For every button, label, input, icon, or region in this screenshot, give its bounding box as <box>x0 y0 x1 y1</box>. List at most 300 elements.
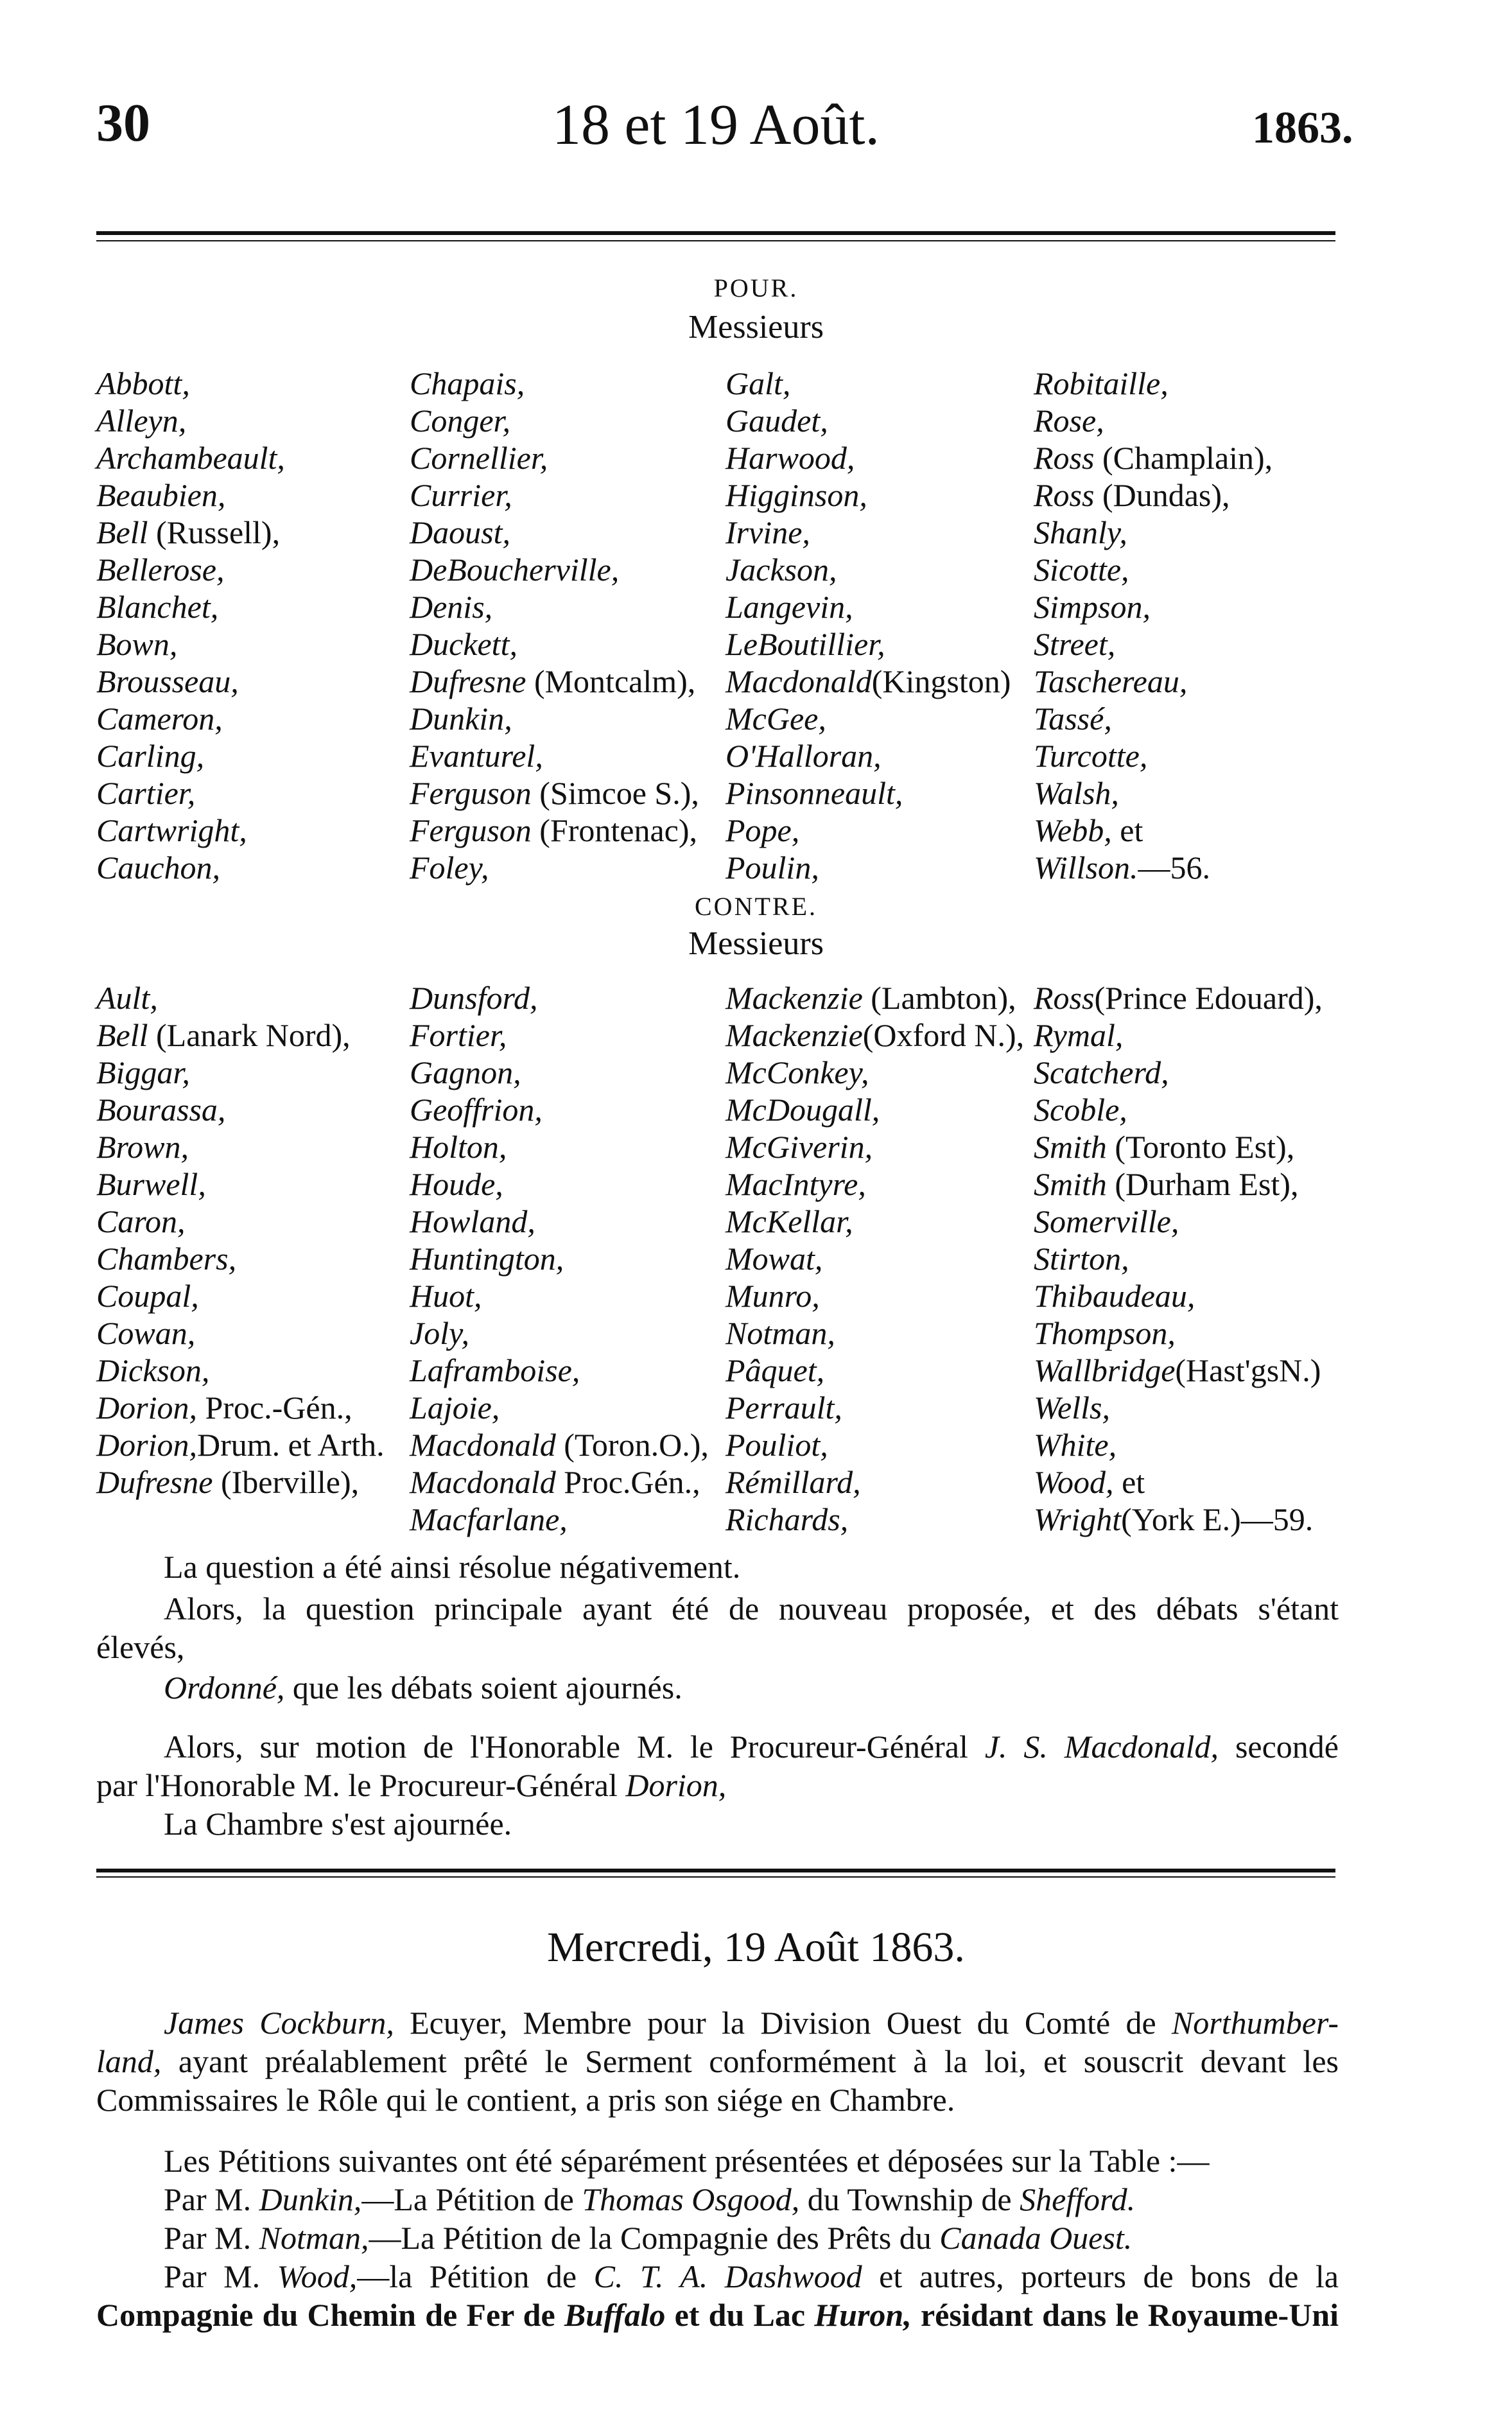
member-entry <box>726 1165 866 1203</box>
member-name: Chambers, <box>96 1241 237 1277</box>
member-qualifier: (Champlain), <box>1094 440 1273 476</box>
member-name: Pâquet, <box>726 1352 825 1388</box>
member-name: Gagnon, <box>410 1054 521 1090</box>
cockburn-line1 <box>164 2003 1339 2042</box>
cockburn-place2: land, <box>96 2043 162 2079</box>
member-name: LeBoutillier, <box>726 626 885 662</box>
member-name: Cameron, <box>96 701 223 737</box>
member-entry <box>96 1314 195 1352</box>
member-entry <box>96 1091 225 1128</box>
member-entry <box>410 1128 507 1165</box>
member-name: Walsh, <box>1034 775 1119 811</box>
member-name: Langevin, <box>726 589 853 625</box>
member-name: Galt, <box>726 365 791 401</box>
vote-row <box>96 476 1380 514</box>
member-name: Bell <box>96 514 148 550</box>
member-name: Pouliot, <box>726 1427 828 1463</box>
member-qualifier: (Simcoe S.), <box>531 775 699 811</box>
vote-row <box>96 663 1380 700</box>
member-entry <box>410 1091 543 1128</box>
member-name: Dorion, <box>96 1390 197 1426</box>
member-entry <box>96 476 225 514</box>
member-name: Jackson, <box>726 552 837 588</box>
member-name: Thibaudeau, <box>1034 1278 1195 1314</box>
member-entry <box>410 1389 500 1426</box>
member-name: Lajoie, <box>410 1390 500 1426</box>
member-entry <box>410 849 489 886</box>
member-name: McGiverin, <box>726 1129 873 1165</box>
member-qualifier: et <box>1111 812 1143 848</box>
member-entry <box>726 439 855 476</box>
member-name: Cornellier, <box>410 440 548 476</box>
member-entry <box>726 1091 880 1128</box>
member-qualifier: (Lanark Nord), <box>148 1017 351 1053</box>
member-entry <box>410 1426 709 1463</box>
member-name: Burwell, <box>96 1166 206 1202</box>
member-entry <box>1034 1128 1294 1165</box>
member-name: MacIntyre, <box>726 1166 866 1202</box>
sitting-date: Mercredi, 19 Août 1863. <box>547 1924 965 1971</box>
member-entry <box>726 1128 873 1165</box>
cockburn-text2: ayant préalablement prêté le Serment conformément à la loi, et souscrit devant les <box>161 2043 1339 2079</box>
member-name: Cowan, <box>96 1315 196 1351</box>
member-entry <box>96 1165 206 1203</box>
member-qualifier: (Durham Est), <box>1106 1166 1299 1202</box>
member-name: Houde, <box>410 1166 503 1202</box>
pour-messieurs: Messieurs <box>688 309 824 345</box>
pet3-member: Wood, <box>277 2258 358 2294</box>
member-entry <box>1034 439 1273 476</box>
section-rule <box>96 1869 1335 1872</box>
member-name: Richards, <box>726 1501 849 1537</box>
member-entry <box>410 625 517 663</box>
member-name: Shanly, <box>1034 514 1127 550</box>
member-name: Holton, <box>410 1129 507 1165</box>
member-entry <box>1034 1165 1298 1203</box>
vote-row <box>96 1128 1380 1165</box>
member-entry <box>96 625 177 663</box>
member-qualifier: (Oxford N.), <box>862 1017 1025 1053</box>
member-entry <box>726 1017 1024 1054</box>
header-rule <box>96 231 1335 235</box>
vote-row <box>96 439 1380 476</box>
pet2-text: —La Pétition de la Compagnie des Prêts du <box>369 2220 940 2256</box>
member-name: Willson. <box>1034 850 1138 886</box>
pour-vote-list <box>96 365 1380 886</box>
motion-line2 <box>96 1766 726 1804</box>
header-date: 18 et 19 Août. <box>552 93 880 157</box>
member-entry <box>1034 402 1104 439</box>
member-name: Dunkin, <box>410 701 512 737</box>
member-entry <box>726 1314 835 1352</box>
member-name: Coupal, <box>96 1278 199 1314</box>
member-name: Macdonald <box>726 663 872 699</box>
member-entry <box>410 1277 482 1314</box>
pet1-place: Shefford. <box>1020 2181 1136 2217</box>
member-qualifier: (Toron.O.), <box>555 1427 709 1463</box>
vote-row <box>96 1463 1380 1501</box>
member-name: Ross <box>1034 980 1095 1016</box>
contre-vote-list <box>96 979 1380 1538</box>
member-entry <box>96 365 190 402</box>
member-entry <box>96 774 195 812</box>
member-entry <box>410 1240 564 1277</box>
header-rule-thin <box>96 240 1335 241</box>
member-entry <box>726 663 1011 700</box>
member-name: Cauchon, <box>96 850 221 886</box>
member-entry <box>1034 1501 1313 1538</box>
member-name: Tassé, <box>1034 701 1112 737</box>
member-entry <box>1034 1240 1129 1277</box>
vote-row <box>96 979 1380 1017</box>
member-entry <box>410 812 697 849</box>
vote-row <box>96 588 1380 625</box>
member-entry <box>96 1277 199 1314</box>
member-entry <box>410 1165 503 1203</box>
member-entry <box>726 514 810 551</box>
member-entry <box>1034 476 1230 514</box>
page-number: 30 <box>96 93 150 153</box>
vote-row <box>96 1240 1380 1277</box>
member-qualifier: et <box>1113 1464 1145 1500</box>
member-name: Conger, <box>410 403 510 439</box>
member-entry <box>1034 1389 1110 1426</box>
member-name: O'Halloran, <box>726 738 882 774</box>
member-name: Ault, <box>96 980 158 1016</box>
member-entry <box>96 1352 209 1389</box>
member-name: Rose, <box>1034 403 1104 439</box>
member-name: Dufresne <box>96 1464 213 1500</box>
vote-row <box>96 737 1380 774</box>
member-entry <box>726 1463 861 1501</box>
member-name: Pope, <box>726 812 800 848</box>
member-entry <box>1034 737 1147 774</box>
member-name: Pinsonneault, <box>726 775 903 811</box>
ordonne-text: que les débats soient ajournés. <box>284 1670 682 1706</box>
adjourned-line: La Chambre s'est ajournée. <box>164 1806 512 1842</box>
pet1-member: Dunkin, <box>259 2181 362 2217</box>
member-entry <box>410 402 510 439</box>
member-name: Harwood, <box>726 440 855 476</box>
member-entry <box>1034 663 1187 700</box>
member-entry <box>96 402 186 439</box>
member-name: Gaudet, <box>726 403 828 439</box>
member-entry <box>726 1389 842 1426</box>
member-entry <box>410 1054 521 1091</box>
member-name: Turcotte, <box>1034 738 1148 774</box>
pet3-text2: et autres, porteurs de bons de la <box>862 2258 1339 2294</box>
member-entry <box>410 737 543 774</box>
member-entry <box>96 588 218 625</box>
member-entry <box>410 1463 700 1501</box>
ordonne-line <box>164 1668 682 1707</box>
member-entry <box>96 1463 359 1501</box>
member-name: Abbott, <box>96 365 190 401</box>
member-name: Webb, <box>1034 812 1112 848</box>
pet3-text: —la Pétition de <box>357 2258 594 2294</box>
member-name: Alleyn, <box>96 403 187 439</box>
member-qualifier: (Montcalm), <box>526 663 696 699</box>
member-name: Bellerose, <box>96 552 225 588</box>
member-entry <box>410 774 699 812</box>
member-name: Ferguson <box>410 775 532 811</box>
member-name: Mackenzie <box>726 1017 863 1053</box>
vote-row <box>96 1054 1380 1091</box>
member-qualifier: (Iberville), <box>213 1464 360 1500</box>
member-name: Huot, <box>410 1278 482 1314</box>
vote-row <box>96 625 1380 663</box>
member-name: Dickson, <box>96 1352 210 1388</box>
member-entry <box>726 849 819 886</box>
member-name: Munro, <box>726 1278 820 1314</box>
contre-heading: CONTRE. <box>695 892 817 921</box>
member-entry <box>410 663 695 700</box>
member-entry <box>1034 1463 1145 1501</box>
member-qualifier: (Prince Edouard), <box>1094 980 1323 1016</box>
member-entry <box>1034 1352 1321 1389</box>
member-entry <box>726 1426 828 1463</box>
member-entry <box>1034 812 1143 849</box>
member-entry <box>410 551 619 588</box>
cockburn-place1: Northumber- <box>1171 2005 1339 2041</box>
member-name: Cartwright, <box>96 812 247 848</box>
member-entry <box>1034 1277 1195 1314</box>
member-name: Geoffrion, <box>410 1092 543 1128</box>
member-name: Simpson, <box>1034 589 1151 625</box>
member-entry <box>726 774 903 812</box>
member-entry <box>96 849 220 886</box>
member-name: Bell <box>96 1017 148 1053</box>
member-name: Higginson, <box>726 477 867 513</box>
cockburn-line2 <box>96 2042 1339 2081</box>
member-entry <box>410 476 512 514</box>
pet2-par: Par M. <box>164 2220 259 2256</box>
member-name: Wallbridge <box>1034 1352 1176 1388</box>
vote-row <box>96 812 1380 849</box>
member-entry <box>1034 1426 1117 1463</box>
vote-row <box>96 1426 1380 1463</box>
member-entry <box>410 1203 535 1240</box>
member-entry <box>1034 979 1323 1017</box>
member-entry <box>726 476 867 514</box>
member-name: McDougall, <box>726 1092 880 1128</box>
vote-row <box>96 1277 1380 1314</box>
vote-row <box>96 849 1380 886</box>
member-name: Cartier, <box>96 775 196 811</box>
member-name: Perrault, <box>726 1390 842 1426</box>
member-name: Street, <box>1034 626 1116 662</box>
member-name: Biggar, <box>96 1054 190 1090</box>
member-name: Sicotte, <box>1034 552 1129 588</box>
member-name: Macdonald <box>410 1427 556 1463</box>
header-year: 1863. <box>1252 103 1353 153</box>
member-entry <box>726 979 1016 1017</box>
member-name: McKellar, <box>726 1203 853 1239</box>
member-name: Ferguson <box>410 812 532 848</box>
member-entry <box>96 1017 351 1054</box>
vote-row <box>96 700 1380 737</box>
vote-row <box>96 1165 1380 1203</box>
contre-messieurs: Messieurs <box>688 925 824 962</box>
member-entry <box>1034 1314 1176 1352</box>
member-entry <box>96 663 239 700</box>
member-name: Scatcherd, <box>1034 1054 1169 1090</box>
member-name: Huntington, <box>410 1241 564 1277</box>
member-name: McGee, <box>726 701 826 737</box>
member-name: Joly, <box>410 1315 470 1351</box>
member-entry <box>726 365 790 402</box>
member-qualifier: Proc.Gén., <box>555 1464 700 1500</box>
member-entry <box>726 1054 869 1091</box>
member-name: Ross <box>1034 440 1095 476</box>
motion-mover: J. S. Macdonald, <box>984 1729 1219 1765</box>
principal-question-line2: élevés, <box>96 1629 185 1665</box>
pet3-par: Par M. <box>164 2258 277 2294</box>
vote-row <box>96 402 1380 439</box>
vote-row <box>96 1501 1380 1538</box>
member-entry <box>726 1501 848 1538</box>
member-name: Fortier, <box>410 1017 507 1053</box>
vote-row <box>96 1091 1380 1128</box>
member-entry <box>1034 1017 1123 1054</box>
principal-question-line1: Alors, la question principale ayant été de nouveau proposée, et des débats s'étant <box>164 1591 1339 1627</box>
cockburn-text1: Ecuyer, Membre pour la Division Ouest du Comté de <box>394 2005 1172 2041</box>
pet1-text: —La Pétition de <box>361 2181 582 2217</box>
member-qualifier: (Frontenac), <box>531 812 698 848</box>
member-qualifier: —56. <box>1138 850 1211 886</box>
member-entry <box>726 812 799 849</box>
motion2-text: par l'Honorable M. le Procureur-Général <box>96 1767 626 1803</box>
member-qualifier: Drum. et Arth. <box>196 1427 385 1463</box>
member-entry <box>96 812 247 849</box>
member-entry <box>1034 588 1151 625</box>
member-name: Brousseau, <box>96 663 239 699</box>
vote-row <box>96 774 1380 812</box>
petition-3 <box>164 2257 1339 2296</box>
pet3-petitioner: C. T. A. Dashwood <box>593 2258 862 2294</box>
cockburn-line3: Commissaires le Rôle qui le contient, a pris son siége en Chambre. <box>96 2082 955 2118</box>
member-entry <box>410 514 510 551</box>
member-entry <box>410 1501 568 1538</box>
member-entry <box>726 588 853 625</box>
member-name: Scoble, <box>1034 1092 1127 1128</box>
member-name: Notman, <box>726 1315 835 1351</box>
member-qualifier: (Kingston) <box>871 663 1011 699</box>
pet2-member: Notman, <box>259 2220 369 2256</box>
petition-3-cont <box>96 2296 1339 2334</box>
member-name: Laframboise, <box>410 1352 580 1388</box>
member-qualifier: (Dundas), <box>1094 477 1230 513</box>
motion-seconded: secondé <box>1219 1729 1339 1765</box>
member-entry <box>1034 365 1169 402</box>
cockburn-name: James Cockburn, <box>164 2005 394 2041</box>
member-name: Smith <box>1034 1166 1107 1202</box>
member-entry <box>410 365 525 402</box>
pet4-text: Compagnie du Chemin de Fer de <box>96 2297 564 2333</box>
member-entry <box>410 439 548 476</box>
member-name: Mowat, <box>726 1241 823 1277</box>
member-entry <box>96 1128 189 1165</box>
member-name: Denis, <box>410 589 493 625</box>
member-name: Somerville, <box>1034 1203 1179 1239</box>
resolved-line: La question a été ainsi résolue négativement. <box>164 1549 741 1585</box>
member-entry <box>410 700 512 737</box>
member-name: Archambeault, <box>96 440 285 476</box>
member-entry <box>1034 774 1119 812</box>
member-qualifier: (York E.)—59. <box>1121 1501 1314 1537</box>
member-name: Poulin, <box>726 850 819 886</box>
section-rule-thin <box>96 1876 1335 1878</box>
member-entry <box>410 979 538 1017</box>
member-entry <box>96 700 223 737</box>
member-name: Mackenzie <box>726 980 863 1016</box>
member-entry <box>726 402 828 439</box>
member-name: Macfarlane, <box>410 1501 568 1537</box>
member-name: Howland, <box>410 1203 535 1239</box>
member-name: Rymal, <box>1034 1017 1124 1053</box>
member-name: Carling, <box>96 738 205 774</box>
member-entry <box>1034 551 1129 588</box>
member-entry <box>1034 849 1210 886</box>
member-name: Dorion, <box>96 1427 197 1463</box>
member-name: Wright <box>1034 1501 1122 1537</box>
member-entry <box>96 1426 385 1463</box>
member-qualifier: (Toronto Est), <box>1106 1129 1295 1165</box>
motion-text: Alors, sur motion de l'Honorable M. le Procureur-Général <box>164 1729 985 1765</box>
member-name: Smith <box>1034 1129 1107 1165</box>
member-name: Taschereau, <box>1034 663 1188 699</box>
member-name: Chapais, <box>410 365 525 401</box>
vote-row <box>96 551 1380 588</box>
member-entry <box>726 1352 824 1389</box>
petitions-intro: Les Pétitions suivantes ont été séparément présentées et déposées sur la Table :— <box>164 2143 1210 2179</box>
member-entry <box>726 551 837 588</box>
member-entry <box>1034 1054 1169 1091</box>
vote-row <box>96 514 1380 551</box>
member-qualifier: Proc.-Gén., <box>196 1390 352 1426</box>
petition-2 <box>164 2219 1132 2257</box>
member-name: Currier, <box>410 477 512 513</box>
member-name: Dufresne <box>410 663 526 699</box>
member-name: Stirton, <box>1034 1241 1129 1277</box>
petition-1 <box>164 2180 1135 2219</box>
member-qualifier: (Russell), <box>148 514 281 550</box>
member-entry <box>410 1352 580 1389</box>
member-name: Wood, <box>1034 1464 1114 1500</box>
motion-seconder: Dorion, <box>625 1767 727 1803</box>
member-entry <box>726 700 826 737</box>
member-entry <box>96 979 158 1017</box>
member-name: Bown, <box>96 626 178 662</box>
member-name: Robitaille, <box>1034 365 1169 401</box>
member-entry <box>96 737 204 774</box>
member-name: Dunsford, <box>410 980 538 1016</box>
member-name: Caron, <box>96 1203 186 1239</box>
pet1-text2: du Township de <box>799 2181 1020 2217</box>
member-name: Thompson, <box>1034 1315 1176 1351</box>
member-entry <box>726 1240 822 1277</box>
pet4-text3: résidant dans le Royaume-Uni <box>911 2297 1339 2333</box>
member-name: Rémillard, <box>726 1464 861 1500</box>
member-entry <box>1034 514 1127 551</box>
vote-row <box>96 1314 1380 1352</box>
member-entry <box>96 1389 352 1426</box>
member-name: Beaubien, <box>96 477 226 513</box>
member-name: DeBoucherville, <box>410 552 620 588</box>
member-entry <box>96 1203 185 1240</box>
member-name: Bourassa, <box>96 1092 226 1128</box>
member-entry <box>1034 1091 1127 1128</box>
